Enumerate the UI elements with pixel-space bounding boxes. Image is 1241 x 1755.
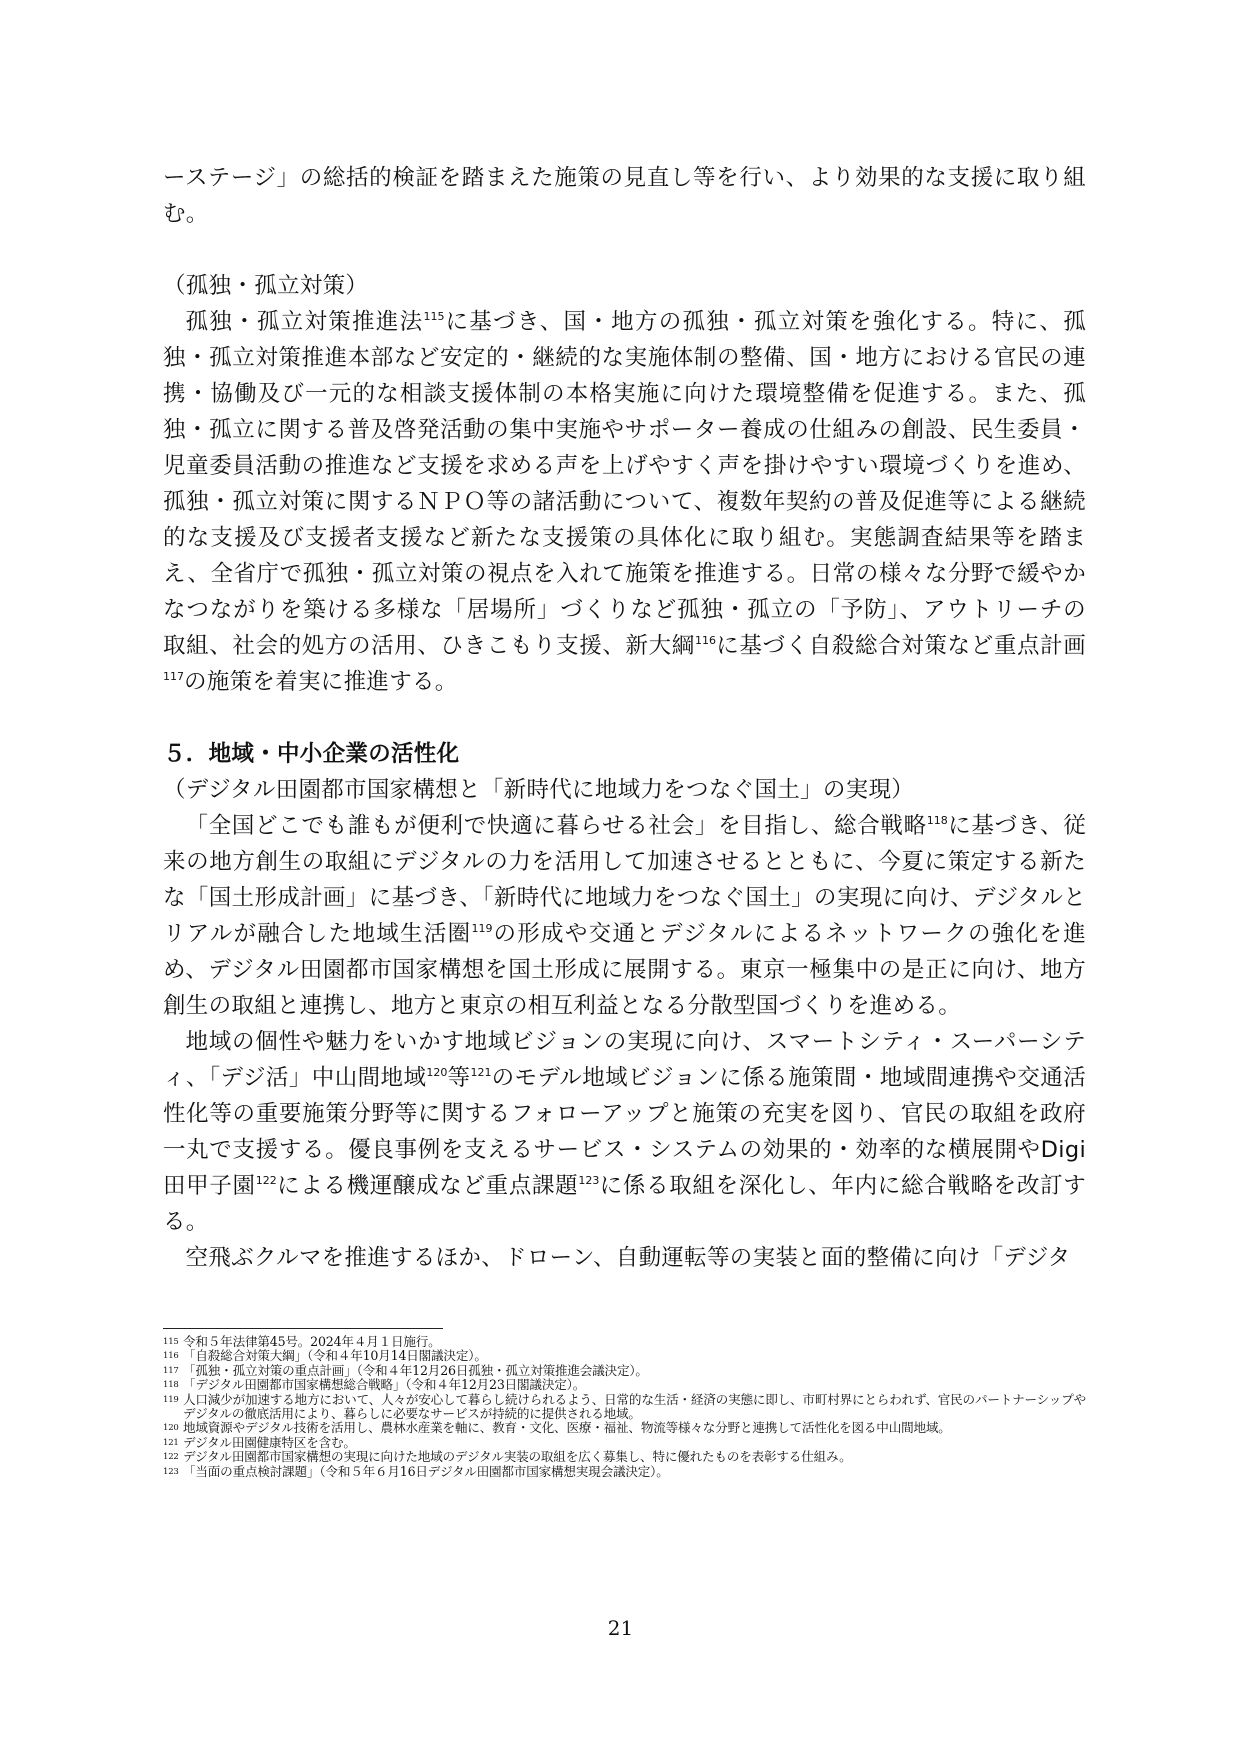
blank-line	[163, 700, 1086, 736]
mobility-paragraph: 空飛ぶクルマを推進するほか、ドローン、自動運転等の実装と面的整備に向け「デジタ	[185, 1245, 1071, 1271]
footnote-text: 令和５年法律第45号。2024年４月１日施行。	[183, 1334, 441, 1349]
text-run: の形成や交通とデジタルによるネットワークの強化を進め、デジタル田園都市国家構想を国土形成に展開する。東京一極集中の是正に向け、地方創生の取組と連携し、地方と東京の相互利益となる分散型国づくりを進める。	[163, 921, 1086, 1019]
text-run: に基づく自殺総合対策など重点計画	[715, 633, 1086, 659]
footnote-text: 「自殺総合対策大綱」（令和４年10月14日閣議決定）。	[183, 1348, 487, 1364]
footnote-text: 「孤独・孤立対策の重点計画」（令和４年12月26日孤独・孤立対策推進会議決定）。	[183, 1362, 648, 1378]
text-run: による機運醸成など重点課題	[276, 1173, 579, 1199]
footnote-ref: 120	[426, 1066, 448, 1079]
section-heading: ５．地域・中小企業の活性化	[163, 741, 460, 767]
body-text	[163, 160, 1086, 1276]
footnote-ref: 121	[470, 1066, 492, 1079]
page-number: 21	[607, 1616, 634, 1640]
footnote-ref: 115	[423, 310, 445, 323]
footnote-number: 121	[163, 1437, 179, 1448]
footnote-ref: 116	[694, 634, 716, 647]
footnote-text: デジタル田園健康特区を含む。	[183, 1434, 356, 1450]
footnote	[163, 1421, 1086, 1435]
paragraph-continuation: ーステージ」の総括的検証を踏まえた施策の見直し等を行い、より効果的な支援に取り組む。	[163, 165, 1086, 227]
loneliness-paragraph	[163, 304, 1086, 700]
digital-subheading: （デジタル田園都市国家構想と「新時代に地域力をつなぐ国土」の実現）	[163, 777, 915, 803]
text-run: の施策を着実に推進する。	[184, 669, 458, 695]
footnote-text: 地域資源やデジタル技術を活用し、農林水産業を軸に、教育・文化、医療・福祉、物流等様々な分野と連携して活性化を図る中山間地域。	[183, 1420, 951, 1436]
footnote-ref: 122	[255, 1174, 277, 1187]
text-run: 「全国どこでも誰もが便利で快適に暮らせる社会」を目指し、総合戦略	[185, 813, 927, 839]
footnote	[163, 1436, 1086, 1450]
footnote	[163, 1450, 1086, 1464]
regional-vision-paragraph	[163, 1024, 1086, 1240]
footnote-separator	[163, 1328, 443, 1329]
blank-line	[163, 232, 1086, 268]
footnote	[163, 1349, 1086, 1363]
footnote-text: デジタル田園都市国家構想の実現に向けた地域のデジタル実装の取組を広く募集し、特に優れたものを表彰する仕組み。	[183, 1449, 852, 1465]
text-run: に基づき、国・地方の孤独・孤立対策を強化する。特に、孤独・孤立対策推進本部など安定的・継続的な実施体制の整備、国・地方における官民の連携・協働及び一元的な相談支援体制の本格実施に向けた環境整備を促進する。また、孤独・孤立に関する普及啓発活動の集中実施やサポーター養成の仕組みの創設、民生委員・児童委員活動の推進など支援を求める声を上げやすく声を掛けやすい環境づくりを進め、孤独・孤立対策に関するＮＰＯ等の諸活動について、複数年契約の普及促進等による継続的な支援及び支援者支援など新たな支援策の具体化に取り組む。実態調査結果等を踏まえ、全省庁で孤独・孤立対策の視点を入れて施策を推進する。日常の様々な分野で緩やかなつながりを築ける多様な「居場所」づくりなど孤独・孤立の「予防」、アウトリーチの取組、社会的処方の活用、ひきこもり支援、新大綱	[163, 309, 1086, 659]
footnote-number: 117	[163, 1365, 179, 1376]
text-run: のモデル地域ビジョンに係る施策間・地域間連携や交通活性化等の重要施策分野等に関するフォローアップと施策の充実を図り、官民の取組を政府一丸で支援する。優良事例を支えるサービス・システムの効果的・効率的な横展開やDigi田甲子園	[163, 1065, 1086, 1199]
footnote-ref: 123	[578, 1174, 600, 1187]
text-run: に係る取組を深化し、年内に総合戦略を改訂する。	[163, 1173, 1086, 1235]
footnote-ref: 119	[471, 922, 493, 935]
footnote	[163, 1378, 1086, 1392]
footnote-ref: 117	[163, 670, 184, 683]
footnote	[163, 1364, 1086, 1378]
footnote	[163, 1393, 1086, 1422]
footnote-number: 116	[163, 1351, 179, 1362]
footnote-number: 120	[163, 1423, 179, 1434]
footnote	[163, 1465, 1086, 1479]
footnote	[163, 1335, 1086, 1349]
loneliness-subheading: （孤独・孤立対策）	[163, 273, 369, 299]
footnote-number: 115	[163, 1337, 179, 1347]
footnote-number: 123	[163, 1466, 179, 1477]
footnote-text: 人口減少が加速する地方において、人々が安心して暮らし続けられるよう、日常的な生活・経済の実態に即し、市町村界にとらわれず、官民のパートナーシップやデジタルの徹底活用により、暮らしに必要なサービスが持続的に提供される地域。	[183, 1391, 1086, 1422]
text-run: に基づき、従来の地方創生の取組にデジタルの力を活用して加速させるとともに、今夏に策定する新たな「国土形成計画」に基づき、「新時代に地域力をつなぐ国土」の実現に向け、デジタルとリアルが融合した地域生活圏	[163, 813, 1086, 947]
text-run: 地域の個性や魅力をいかす地域ビジョンの実現に向け、スマートシティ・スーパーシティ、「デジ活」中山間地域	[163, 1029, 1086, 1091]
text-run: 孤独・孤立対策推進法	[185, 309, 424, 335]
text-run: 等	[447, 1065, 471, 1091]
footnote-number: 122	[163, 1452, 179, 1463]
digital-paragraph	[163, 808, 1086, 1024]
footnote-number: 119	[163, 1394, 179, 1405]
footnotes	[163, 1335, 1086, 1479]
footnote-text: 「当面の重点検討課題」（令和５年６月16日デジタル田園都市国家構想実現会議決定）。	[183, 1463, 669, 1479]
footnote-number: 118	[163, 1380, 179, 1391]
footnote-text: 「デジタル田園都市国家構想総合戦略」（令和４年12月23日閣議決定）。	[183, 1377, 586, 1393]
footnote-ref: 118	[926, 814, 948, 827]
